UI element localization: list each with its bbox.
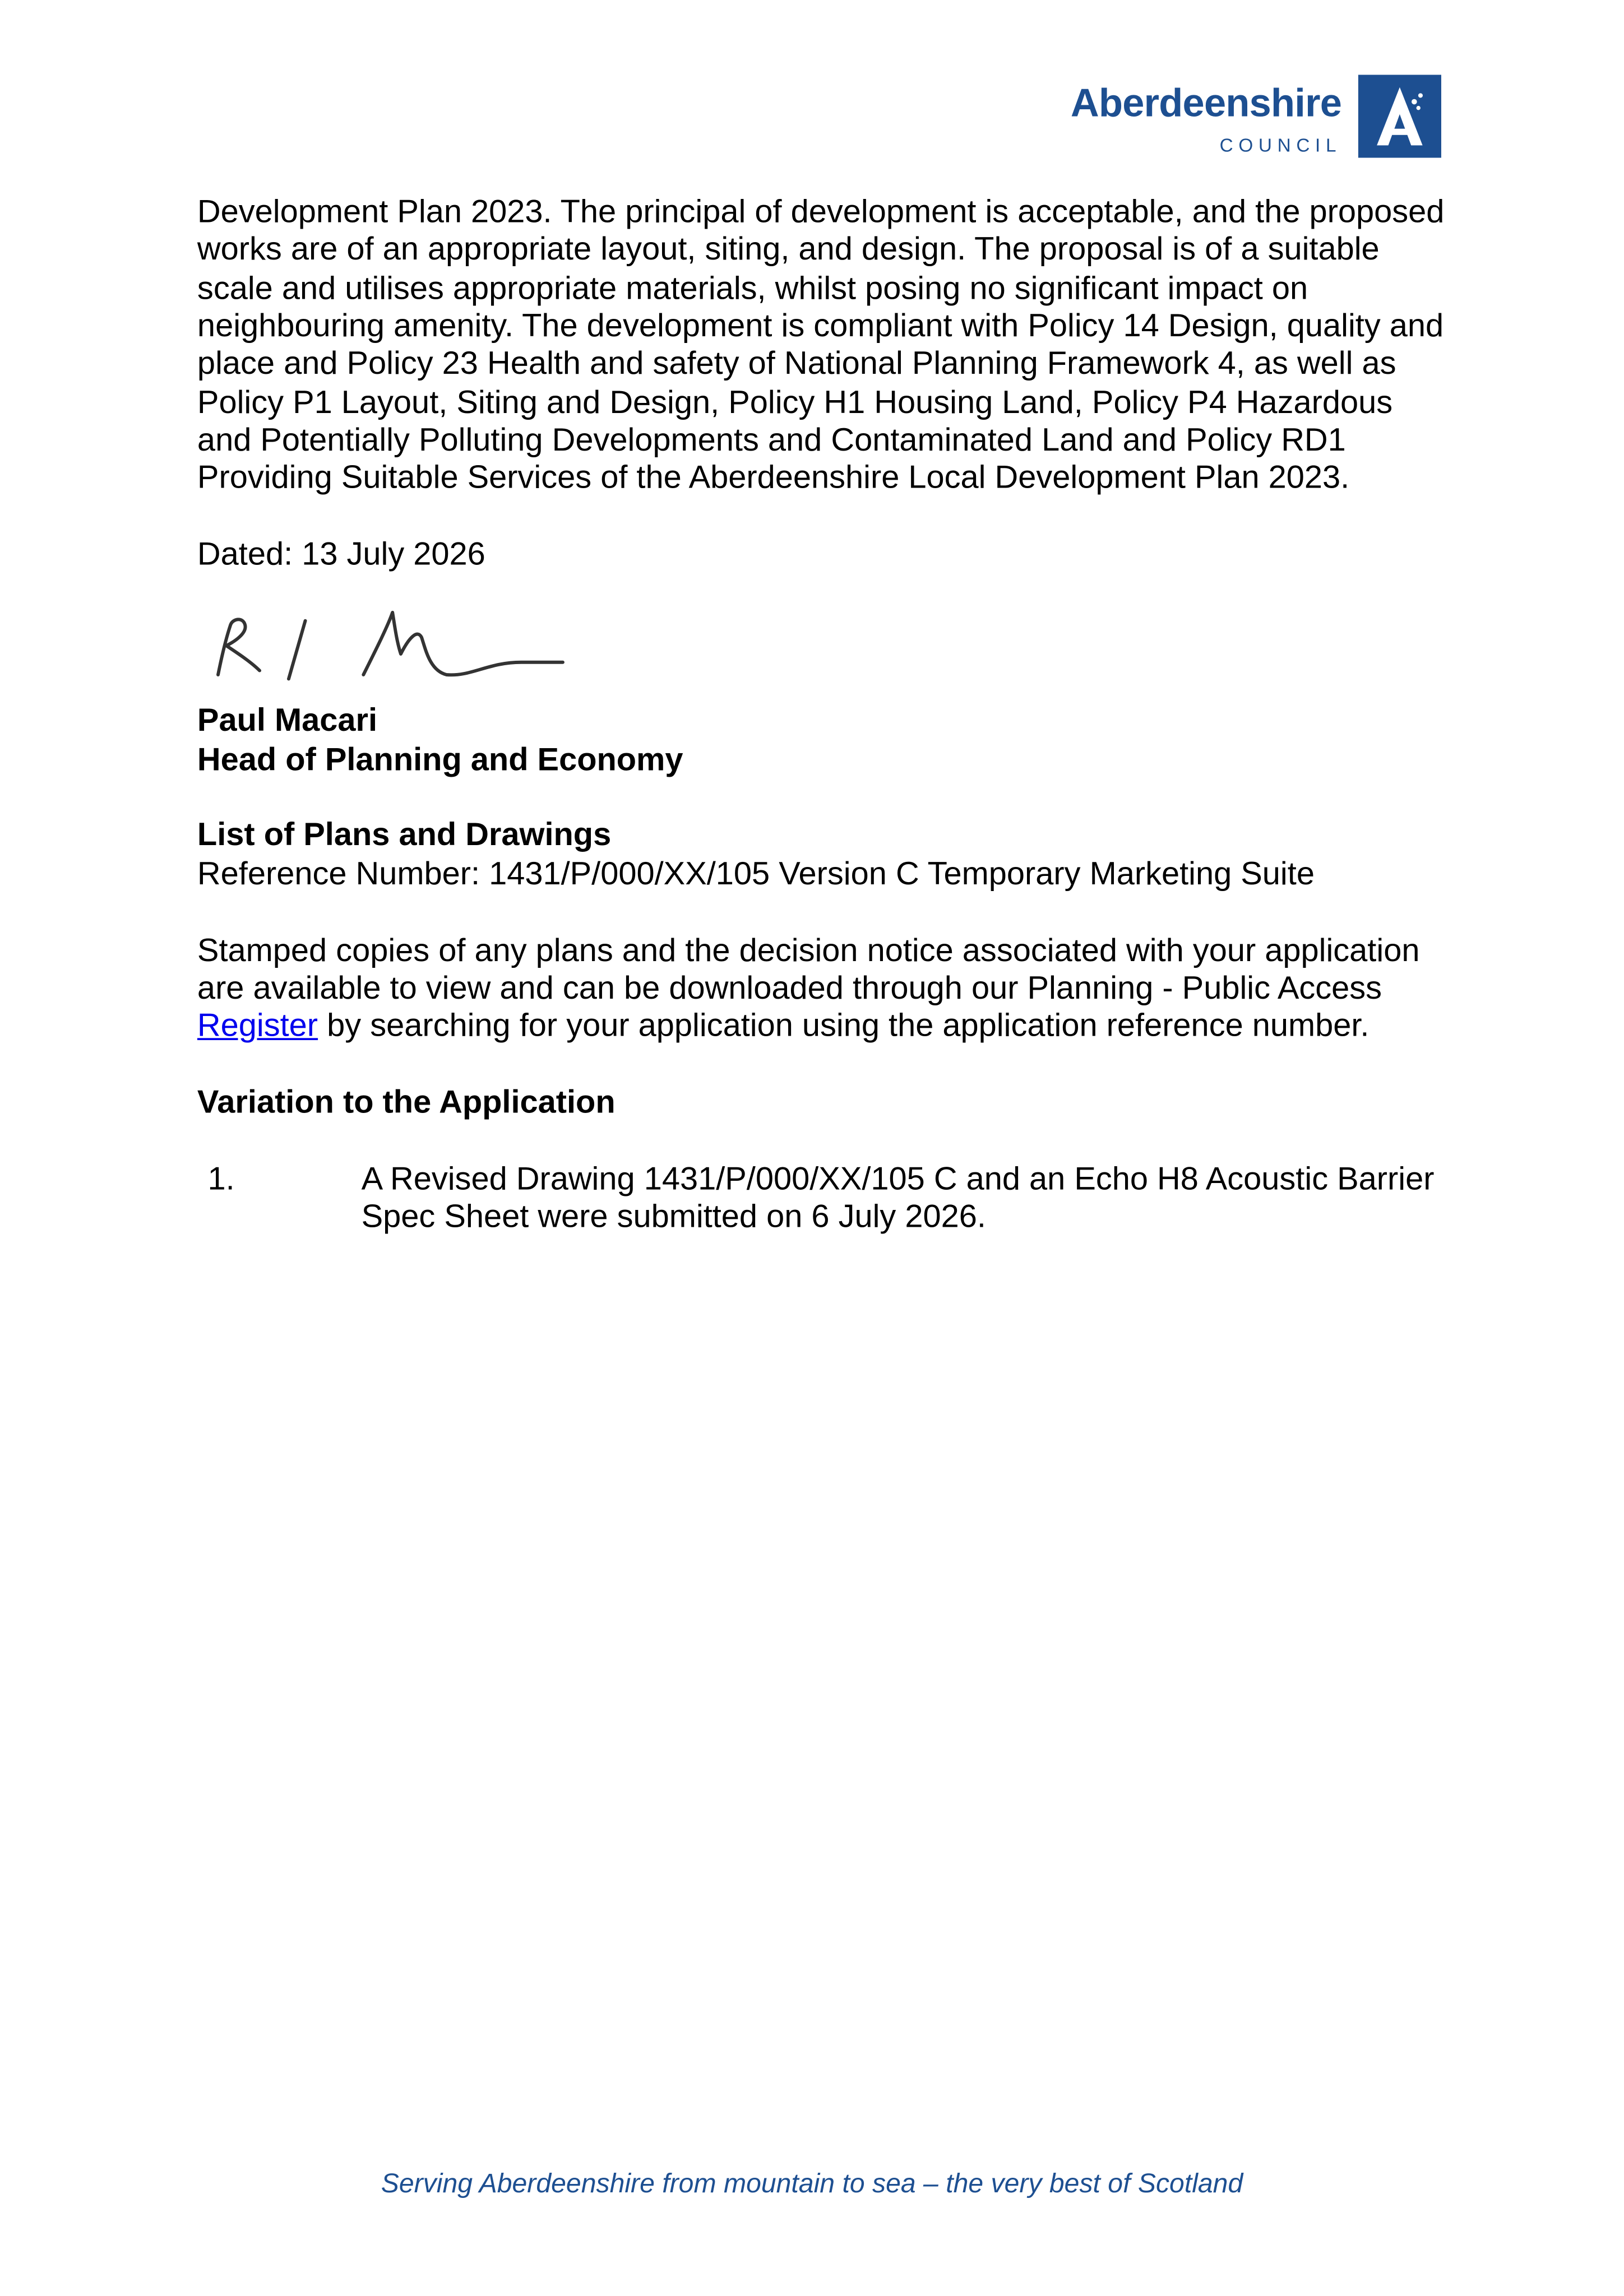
signatory-name: Paul Macari	[197, 704, 378, 740]
register-link[interactable]: Register	[197, 1009, 318, 1045]
letter-body	[197, 195, 1454, 1238]
notice-text-after: by searching for your application using the application reference number.	[318, 1009, 1369, 1045]
signatory-title: Head of Planning and Economy	[197, 743, 683, 778]
list-item-text: A Revised Drawing 1431/P/000/XX/105 C and an Echo H8 Acoustic Barrier Spec Sheet were submitted on 6 July 2026.	[361, 1161, 1435, 1235]
plans-heading: List of Plans and Drawings	[197, 819, 612, 855]
logo-subtitle: COUNCIL	[1219, 134, 1342, 156]
logo-wordmark: Aberdeenshire	[1070, 83, 1342, 127]
council-a-icon	[1358, 75, 1441, 157]
variation-list	[197, 1162, 1454, 1238]
variation-heading: Variation to the Application	[197, 1086, 616, 1121]
list-item-number: 1.	[207, 1161, 235, 1197]
notice-text-before: Stamped copies of any plans and the decision notice associated with your application are available to view and can be downloaded through our Planning - Public Access	[197, 933, 1420, 1007]
footer-tagline: Serving Aberdeenshire from mountain to sea – the very best of Scotland	[381, 2167, 1243, 2199]
handwritten-signature	[197, 576, 613, 705]
plans-reference: Reference Number: 1431/P/000/XX/105 Version C Temporary Marketing Suite	[197, 857, 1315, 893]
dated-line: Dated: 13 July 2026	[197, 537, 485, 573]
list-item	[197, 1162, 1454, 1238]
council-logo	[1055, 75, 1441, 162]
public-access-notice	[197, 933, 1454, 1047]
decision-reasons-paragraph: Development Plan 2023. The principal of development is acceptable, and the proposed works are of an appropriate layout, siting, and design. The proposal is of a suitable scale and utilises appropriate materials, whilst posing no significant impact on neighbouring amenity. The development is compliant with Policy 14 Design, quality and place and Policy 23 Health and safety of National Planning Framework 4, as well as Policy P1 Layout, Siting and Design, Policy H1 Housing Land, Policy P4 Hazardous and Potentially Polluting Developments and Contaminated Land and Policy RD1 Providing Suitable Services of the Aberdeenshire Local Development Plan 2023.	[197, 195, 1445, 497]
